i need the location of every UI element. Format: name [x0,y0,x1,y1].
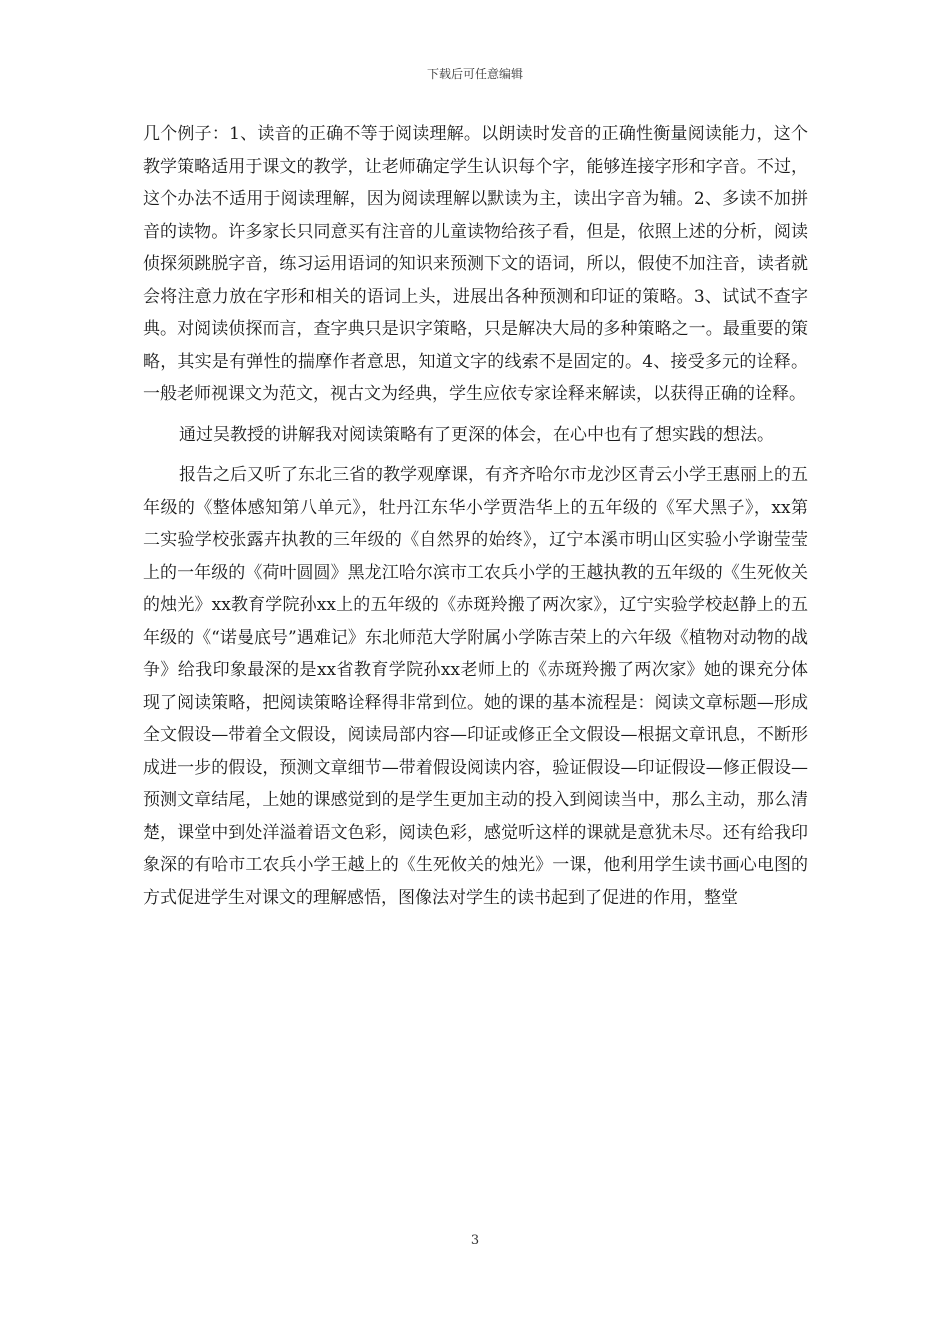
paragraph-reflection: 通过吴教授的讲解我对阅读策略有了更深的体会，在心中也有了想实践的想法。 [179,424,774,445]
document-body [143,118,808,914]
paragraph-observation-lessons: 报告之后又听了东北三省的教学观摩课，有齐齐哈尔市龙沙区青云小学王惠丽上的五年级的《整体感知第八单元》，牡丹江东华小学贾浩华上的五年级的《军犬黑子》，xx第二实验学校张露卉执教的三年级的《自然界的始终》，辽宁本溪市明山区实验小学谢莹莹上的一年级的《荷叶圆圆》黑龙江哈尔滨市工农兵小学的王越执教的五年级的《生死攸关的烛光》xx教育学院孙xx上的五年级的《赤斑羚搬了两次家》，辽宁实验学校赵静上的五年级的《“诺曼底号”遇难记》东北师范大学附属小学陈吉荣上的六年级《植物对动物的战争》给我印象最深的是xx省教育学院孙xx老师上的《赤斑羚搬了两次家》她的课充分体现了阅读策略，把阅读策略诠释得非常到位。她的课的基本流程是：阅读文章标题—形成全文假设—带着全文假设，阅读局部内容—印证或修正全文假设—根据文章讯息，不断形成进一步的假设，预测文章细节—带着假设阅读内容，验证假设—印证假设—修正假设—预测文章结尾，上她的课感觉到的是学生更加主动的投入到阅读当中，那么主动，那么清楚，课堂中到处洋溢着语文色彩，阅读色彩，感觉听这样的课就是意犹未尽。还有给我印象深的有哈市工农兵小学王越上的《生死攸关的烛光》一课，他利用学生读书画心电图的方式促进学生对课文的理解感悟，图像法对学生的读书起到了促进的作用，整堂 [143,465,808,908]
paragraph-examples: 几个例子：1、读音的正确不等于阅读理解。以朗读时发音的正确性衡量阅读能力，这个教学策略适用于课文的教学，让老师确定学生认识每个字，能够连接字形和字音。不过，这个办法不适用于阅读理解，因为阅读理解以默读为主，读出字音为辅。2、多读不加拼音的读物。许多家长只同意买有注音的儿童读物给孩子看，但是，依照上述的分析，阅读侦探须跳脱字音，练习运用语词的知识来预测下文的语词，所以，假使不加注音，读者就会将注意力放在字形和相关的语词上头，进展出各种预测和印证的策略。3、试试不查字典。对阅读侦探而言，查字典只是识字策略，只是解决大局的多种策略之一。最重要的策略，其实是有弹性的揣摩作者意思，知道文字的线索不是固定的。4、接受多元的诠释。一般老师视课文为范文，视古文为经典，学生应依专家诠释来解读，以获得正确的诠释。 [143,124,808,404]
page-number: 3 [470,1233,480,1248]
page-header: 下载后可任意编辑 [426,67,523,81]
